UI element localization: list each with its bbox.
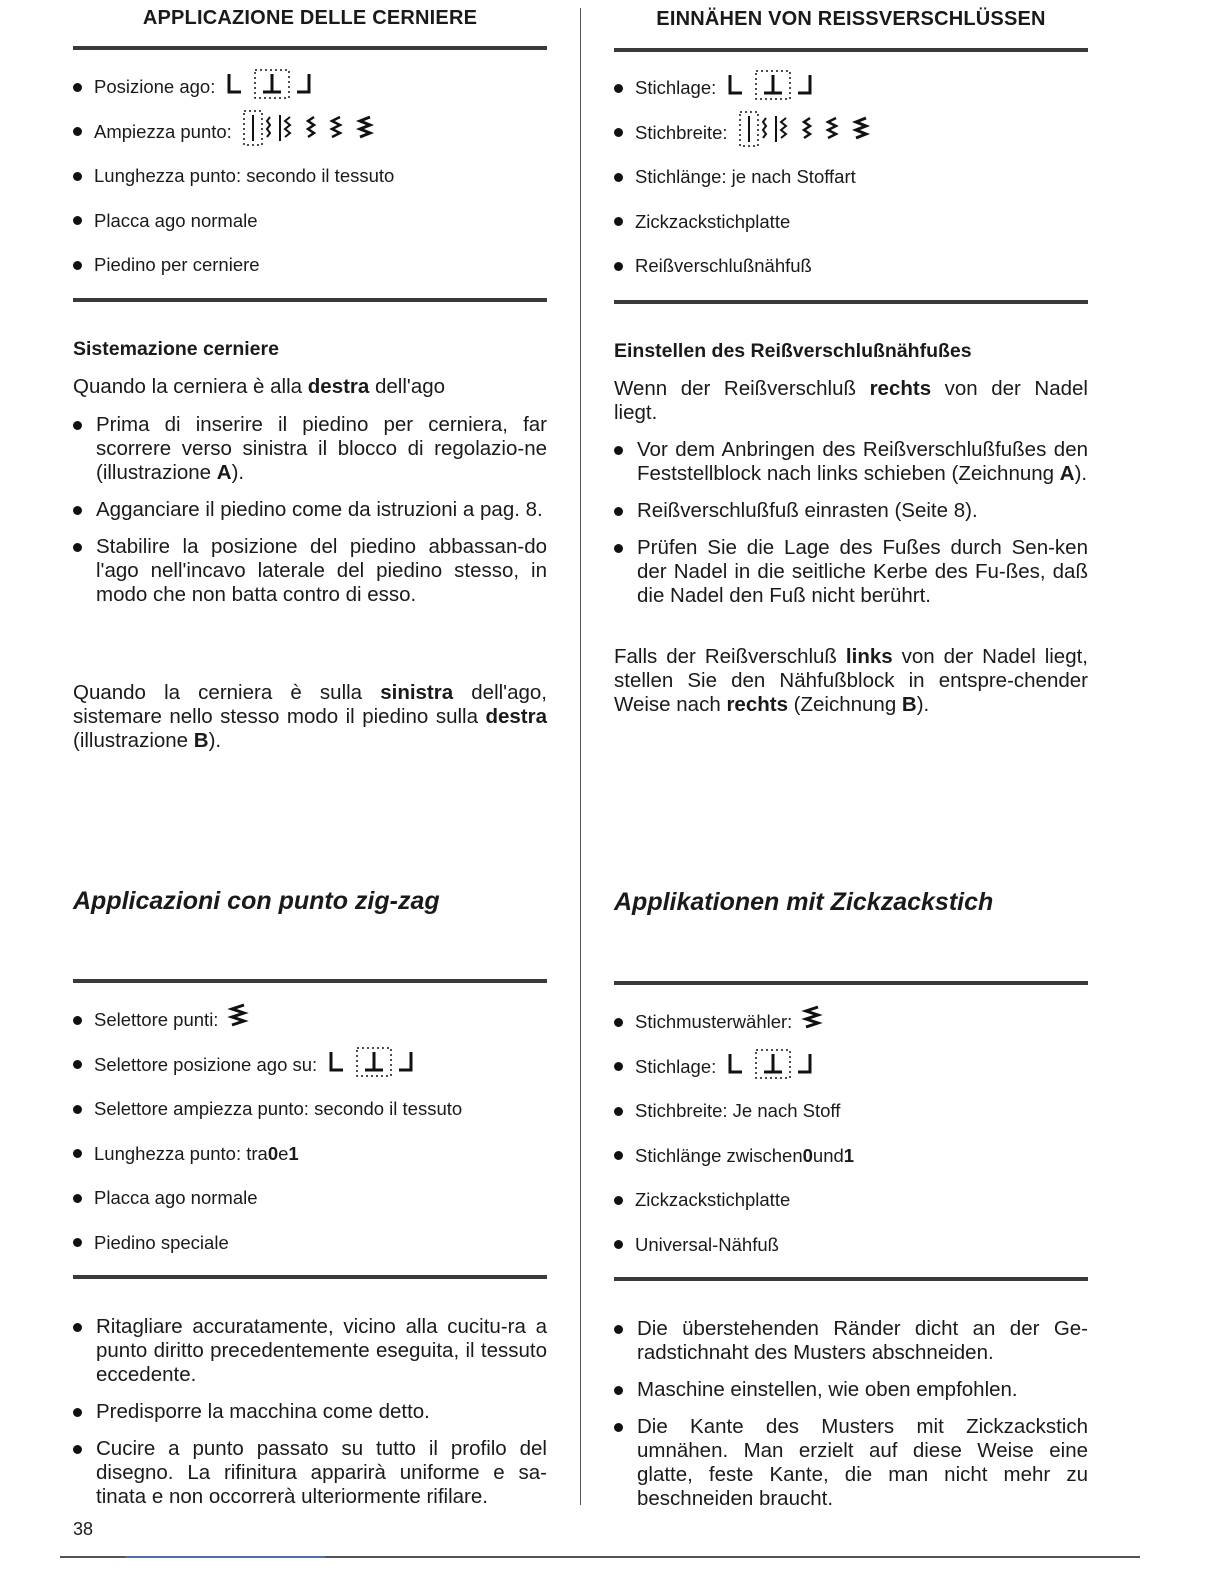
list-item: Agganciare il piedino come da istruzioni a pag. 8. [73,498,547,522]
applique-title: Applicazioni con punto zig-zag [73,887,440,915]
setting-stitch-selector: Stichmusterwähler: [614,1000,1088,1045]
list-item: Ritagliare accuratamente, vicino alla cucitu-ra a punto diritto precedentemente eseguita, il tessuto eccedente. [73,1315,547,1387]
bullet [73,83,82,92]
setting-stitch-length: Stichlänge: je nach Stoffart [614,155,1088,200]
zipper-closing: Falls der Reißverschluß links von der Nadel liegt, stellen Sie den Nähfußblock in entspre-chender Weise nach rechts (Zeichnung B). [614,645,1089,716]
needle-position-icon [223,68,319,106]
setting-stitch-width: Selettore ampiezza punto: secondo il tessuto [73,1087,547,1132]
setting-needle-plate: Zickzackstichplatte [614,200,1088,245]
setting-stitch-width: Stichbreite: [614,111,1088,156]
needle-position-icon [724,69,820,107]
applique-instructions [614,1317,1088,1524]
setting-presser-foot: Reißverschlußnähfuß [614,244,1088,289]
rule [614,300,1088,304]
page-number: 38 [73,1519,94,1539]
list-item: Maschine einstellen, wie oben empfohlen. [614,1378,1088,1402]
bullet [73,172,82,181]
rule [614,1277,1088,1281]
setting-needle-position: Stichlage: [614,1045,1088,1090]
rule [73,1275,547,1279]
bullet [73,127,82,136]
applique-settings-list [614,1000,1088,1267]
stitch-width-icon [240,109,400,155]
list-item: Reißverschlußfuß einrasten (Seite 8). [614,499,1088,523]
zipper-subheading: Einstellen des Reißverschlußnähfußes [614,340,972,362]
setting-presser-foot: Universal-Nähfuß [614,1223,1088,1268]
setting-needle-position: Stichlage: [614,66,1088,111]
zipper-heading: EINNÄHEN VON REISSVERSCHLÜSSEN [656,8,1046,30]
rule [73,979,547,983]
column-divider [580,8,581,1505]
setting-stitch-width: Ampiezza punto: [73,110,547,155]
setting-needle-position: Posizione ago: [73,65,547,110]
list-item: Die überstehenden Ränder dicht an der Ge-radstichnaht des Musters abschneiden. [614,1317,1088,1365]
zipper-heading: APPLICAZIONE DELLE CERNIERE [142,7,478,29]
list-item: Prima di inserire il piedino per cerniera, far scorrere verso sinistra il blocco di regolazio-ne (illustrazione A). [73,413,547,485]
setting-stitch-length: Lunghezza punto: secondo il tessuto [73,154,547,199]
zigzag-icon [226,1002,250,1038]
bullet [73,216,82,225]
rule [73,46,547,50]
setting-stitch-length: Lunghezza punto: tra 0 e 1 [73,1132,547,1177]
rule [614,48,1088,52]
applique-settings-list [73,998,547,1265]
setting-needle-position: Selettore posizione ago su: [73,1043,547,1088]
list-item: Stabilire la posizione del piedino abbassan-do l'ago nell'incavo laterale del piedino stesso, in modo che non batta contro di esso. [73,535,547,607]
setting-stitch-length: Stichlänge zwischen 0 und 1 [614,1134,1088,1179]
zipper-instructions [614,438,1088,621]
zipper-settings-list [73,65,547,288]
setting-needle-plate: Placca ago normale [73,1176,547,1221]
setting-needle-plate: Placca ago normale [73,199,547,244]
zipper-intro: Wenn der Reißverschluß rechts von der Nadel liegt. [614,377,1088,424]
list-item: Prüfen Sie die Lage des Fußes durch Sen-ken der Nadel in die seitliche Kerbe des Fu-ßes, daß die Nadel den Fuß nicht berührt. [614,536,1088,608]
list-item: Die Kante des Musters mit Zickzackstich umnähen. Man erzielt auf diese Weise eine glatte, feste Kante, die man nicht mehr zu beschneiden braucht. [614,1415,1088,1511]
bottom-rule [60,1556,1140,1558]
setting-needle-plate: Zickzackstichplatte [614,1178,1088,1223]
setting-stitch-selector: Selettore punti: [73,998,547,1043]
setting-stitch-width: Stichbreite: Je nach Stoff [614,1089,1088,1134]
zigzag-icon [800,1004,824,1040]
zipper-instructions [73,413,547,620]
setting-presser-foot: Piedino speciale [73,1221,547,1266]
zipper-closing: Quando la cerniera è sulla sinistra dell'ago, sistemare nello stesso modo il piedino sulla destra (illustrazione B). [73,681,548,752]
needle-position-icon [325,1046,421,1084]
stitch-width-icon [736,110,896,156]
list-item: Cucire a punto passato su tutto il profilo del disegno. La rifinitura apparirà uniforme e sa-tinata e non occorrerà ulteriormente rifilare. [73,1437,547,1509]
zipper-intro: Quando la cerniera è alla destra dell'ago [73,375,446,398]
applique-title: Applikationen mit Zickzackstich [614,888,994,916]
rule [73,298,547,302]
list-item: Predisporre la macchina come detto. [73,1400,547,1424]
applique-instructions [73,1315,547,1522]
rule [614,981,1088,985]
zipper-subheading: Sistemazione cerniere [73,338,279,360]
setting-presser-foot: Piedino per cerniere [73,243,547,288]
bullet [73,261,82,270]
list-item: Vor dem Anbringen des Reißverschlußfußes den Feststellblock nach links schieben (Zeichnung A). [614,438,1088,486]
needle-position-icon [724,1048,820,1086]
zipper-settings-list [614,66,1088,289]
